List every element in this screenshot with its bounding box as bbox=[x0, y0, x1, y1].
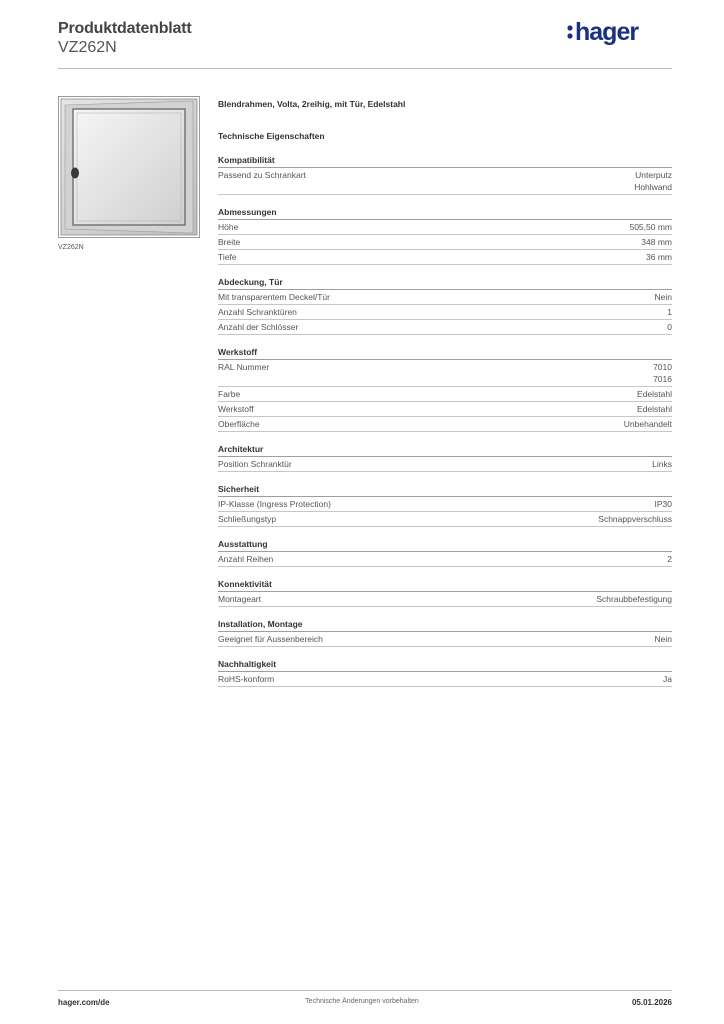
property-value-line: 2 bbox=[667, 554, 672, 564]
image-caption: VZ262N bbox=[58, 244, 84, 251]
property-row bbox=[218, 290, 672, 305]
property-label: Höhe bbox=[218, 222, 239, 232]
property-value bbox=[598, 513, 672, 525]
property-value-line: IP30 bbox=[654, 499, 672, 509]
group-heading: Architektur bbox=[218, 442, 672, 457]
property-row bbox=[218, 387, 672, 402]
property-row bbox=[218, 497, 672, 512]
property-value bbox=[646, 251, 672, 263]
property-group bbox=[218, 482, 672, 527]
property-label: Mit transparentem Deckel/Tür bbox=[218, 292, 330, 302]
property-row bbox=[218, 250, 672, 265]
property-label: Tiefe bbox=[218, 252, 237, 262]
property-label: Farbe bbox=[218, 389, 241, 399]
group-heading: Sicherheit bbox=[218, 482, 672, 497]
svg-text:hager: hager bbox=[575, 18, 639, 46]
property-value-line: Nein bbox=[654, 292, 672, 302]
property-label: Geeignet für Aussenbereich bbox=[218, 634, 323, 644]
section-title: Technische Eigenschaften bbox=[218, 131, 325, 141]
header-divider bbox=[58, 68, 672, 69]
property-value-line: Edelstahl bbox=[637, 404, 672, 414]
property-value bbox=[655, 633, 672, 645]
property-value bbox=[624, 418, 672, 430]
property-value-line: 505,50 mm bbox=[629, 222, 672, 232]
property-label: Schließungstyp bbox=[218, 514, 277, 524]
cabinet-door-picture bbox=[59, 97, 199, 237]
property-group bbox=[218, 537, 672, 567]
property-label: Position Schranktür bbox=[218, 459, 292, 469]
property-value bbox=[634, 169, 672, 193]
property-row bbox=[218, 360, 672, 387]
property-value-line: Hohlwand bbox=[634, 182, 672, 192]
property-row bbox=[218, 417, 672, 432]
footer-date: 05.01.2026 bbox=[631, 998, 672, 1007]
property-value-line: Unterputz bbox=[635, 170, 672, 180]
footer-divider bbox=[58, 990, 672, 991]
property-row bbox=[218, 220, 672, 235]
product-code: VZ262N bbox=[58, 39, 117, 56]
page-title: Produktdatenblatt bbox=[58, 20, 192, 37]
property-label: Breite bbox=[218, 237, 241, 247]
property-row bbox=[218, 592, 672, 607]
technical-data bbox=[218, 97, 672, 687]
property-row bbox=[218, 320, 672, 335]
property-value bbox=[629, 221, 672, 233]
property-group bbox=[218, 577, 672, 607]
property-value-line: 0 bbox=[667, 322, 672, 332]
property-value-line: 7010 bbox=[653, 362, 672, 372]
property-row bbox=[218, 168, 672, 195]
property-group bbox=[218, 205, 672, 265]
product-name: Blendrahmen, Volta, 2reihig, mit Tür, Edelstahl bbox=[218, 99, 406, 109]
property-group bbox=[218, 153, 672, 195]
property-value bbox=[596, 593, 672, 605]
property-value-line: 348 mm bbox=[641, 237, 672, 247]
group-heading: Werkstoff bbox=[218, 345, 672, 360]
property-label: Anzahl der Schlösser bbox=[218, 322, 299, 332]
property-value bbox=[641, 236, 672, 248]
property-value-line: Unbehandelt bbox=[623, 419, 672, 429]
property-row bbox=[218, 235, 672, 250]
property-value-line: Ja bbox=[663, 674, 672, 684]
footer-website: hager.com/de bbox=[58, 998, 110, 1007]
property-value-line: 7016 bbox=[653, 374, 672, 384]
property-value-line: Edelstahl bbox=[637, 389, 672, 399]
property-value bbox=[652, 458, 672, 470]
property-label: RAL Nummer bbox=[218, 362, 270, 372]
group-heading: Kompatibilität bbox=[218, 153, 672, 168]
property-value-line: Nein bbox=[654, 634, 672, 644]
property-value-line: 1 bbox=[667, 307, 672, 317]
property-value-line: Links bbox=[652, 459, 672, 469]
property-groups bbox=[218, 153, 672, 687]
group-heading: Konnektivität bbox=[218, 577, 672, 592]
property-value-line: 36 mm bbox=[646, 252, 672, 262]
property-group bbox=[218, 442, 672, 472]
property-label: Anzahl Reihen bbox=[218, 554, 274, 564]
property-value bbox=[667, 306, 672, 318]
property-value bbox=[655, 498, 673, 510]
property-group bbox=[218, 617, 672, 647]
property-label: Montageart bbox=[218, 594, 261, 604]
property-label: Anzahl Schranktüren bbox=[218, 307, 297, 317]
property-row bbox=[218, 632, 672, 647]
property-row bbox=[218, 305, 672, 320]
property-row bbox=[218, 552, 672, 567]
property-value bbox=[637, 403, 672, 415]
property-row bbox=[218, 672, 672, 687]
property-label: Passend zu Schrankart bbox=[218, 170, 306, 180]
property-row bbox=[218, 457, 672, 472]
property-value bbox=[653, 361, 672, 385]
group-heading: Installation, Montage bbox=[218, 617, 672, 632]
group-heading: Ausstattung bbox=[218, 537, 672, 552]
property-label: Werkstoff bbox=[218, 404, 254, 414]
product-image bbox=[58, 96, 200, 238]
property-value-line: Schraubbefestigung bbox=[596, 594, 672, 604]
property-value bbox=[667, 553, 672, 565]
group-heading: Abdeckung, Tür bbox=[218, 275, 672, 290]
group-heading: Abmessungen bbox=[218, 205, 672, 220]
group-heading: Nachhaltigkeit bbox=[218, 657, 672, 672]
property-row bbox=[218, 512, 672, 527]
property-value bbox=[655, 291, 672, 303]
property-label: IP-Klasse (Ingress Protection) bbox=[218, 499, 331, 509]
property-group bbox=[218, 657, 672, 687]
property-value-line: Schnappverschluss bbox=[598, 514, 672, 524]
hager-logo bbox=[566, 14, 666, 50]
property-label: RoHS-konform bbox=[218, 674, 275, 684]
property-value bbox=[667, 321, 672, 333]
property-group bbox=[218, 275, 672, 335]
property-group bbox=[218, 345, 672, 432]
property-label: Oberfläche bbox=[218, 419, 260, 429]
property-value bbox=[663, 673, 672, 685]
property-row bbox=[218, 402, 672, 417]
footer-note: Technische Änderungen vorbehalten bbox=[305, 998, 419, 1005]
property-value bbox=[637, 388, 672, 400]
